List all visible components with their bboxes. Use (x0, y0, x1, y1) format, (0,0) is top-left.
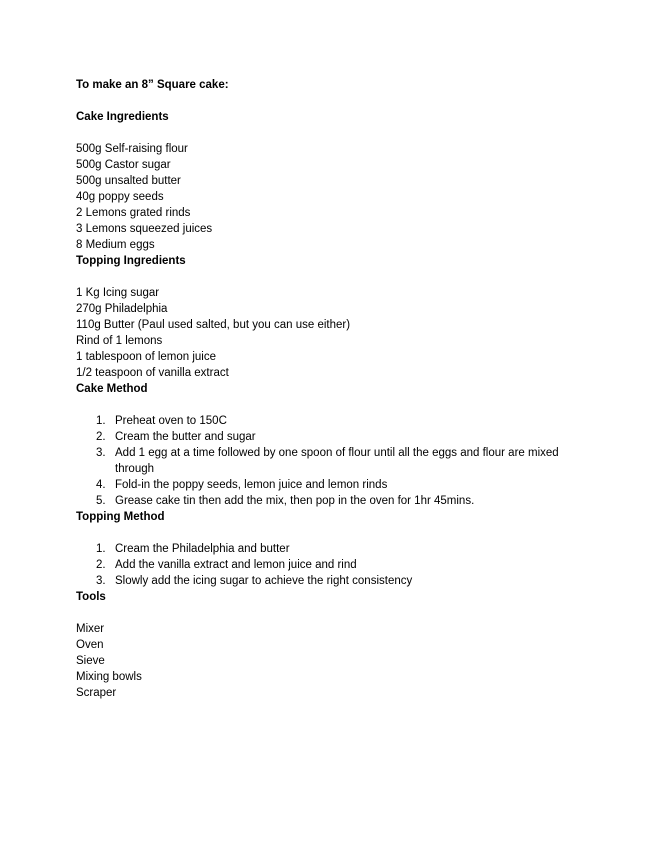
method-step (76, 445, 596, 477)
step-text: Fold-in the poppy seeds, lemon juice and lemon rinds (115, 479, 388, 491)
tools-list (76, 621, 596, 701)
method-step (76, 429, 596, 445)
document-title: To make an 8” Square cake: (76, 79, 229, 91)
ingredient-item: 500g Castor sugar (76, 159, 171, 171)
tool-item: Sieve (76, 655, 105, 667)
tool-item: Mixing bowls (76, 671, 142, 683)
step-text: Slowly add the icing sugar to achieve the right consistency (115, 575, 413, 587)
tool-item: Scraper (76, 687, 117, 699)
step-number: 4. (96, 479, 106, 491)
step-text: Preheat oven to 150C (115, 415, 227, 427)
step-text: Grease cake tin then add the mix, then pop in the oven for 1hr 45mins. (115, 495, 475, 507)
ingredient-item: 270g Philadelphia (76, 303, 168, 315)
ingredient-item: 2 Lemons grated rinds (76, 207, 191, 219)
ingredient-item: 500g unsalted butter (76, 175, 181, 187)
cake-ingredients-list (76, 141, 596, 253)
recipe-document (76, 77, 596, 701)
tools-heading: Tools (76, 591, 106, 603)
method-step (76, 541, 596, 557)
ingredient-item: Rind of 1 lemons (76, 335, 163, 347)
method-step (76, 413, 596, 429)
method-step (76, 573, 596, 589)
step-text: Add the vanilla extract and lemon juice and rind (115, 559, 357, 571)
ingredient-item: 110g Butter (Paul used salted, but you can use either) (76, 319, 351, 331)
topping-method-list (76, 541, 596, 589)
step-text: Cream the Philadelphia and butter (115, 543, 290, 555)
step-number: 3. (96, 447, 106, 459)
ingredient-item: 500g Self-raising flour (76, 143, 188, 155)
method-step (76, 493, 596, 509)
step-number: 3. (96, 575, 106, 587)
step-number: 5. (96, 495, 106, 507)
ingredient-item: 8 Medium eggs (76, 239, 155, 251)
ingredient-item: 3 Lemons squeezed juices (76, 223, 213, 235)
topping-ingredients-heading: Topping Ingredients (76, 255, 186, 267)
cake-method-list (76, 413, 596, 509)
step-number: 2. (96, 431, 106, 443)
cake-method-heading: Cake Method (76, 383, 148, 395)
tool-item: Oven (76, 639, 104, 651)
topping-ingredients-list (76, 285, 596, 381)
step-number: 1. (96, 415, 106, 427)
method-step (76, 477, 596, 493)
step-number: 1. (96, 543, 106, 555)
step-text: Cream the butter and sugar (115, 431, 256, 443)
ingredient-item: 40g poppy seeds (76, 191, 164, 203)
ingredient-item: 1/2 teaspoon of vanilla extract (76, 367, 229, 379)
ingredient-item: 1 Kg Icing sugar (76, 287, 160, 299)
tool-item: Mixer (76, 623, 105, 635)
ingredient-item: 1 tablespoon of lemon juice (76, 351, 217, 363)
cake-ingredients-heading: Cake Ingredients (76, 111, 169, 123)
step-text: Add 1 egg at a time followed by one spoon of flour until all the eggs and flour are mixed through (115, 447, 559, 475)
method-step (76, 557, 596, 573)
step-number: 2. (96, 559, 106, 571)
topping-method-heading: Topping Method (76, 511, 165, 523)
